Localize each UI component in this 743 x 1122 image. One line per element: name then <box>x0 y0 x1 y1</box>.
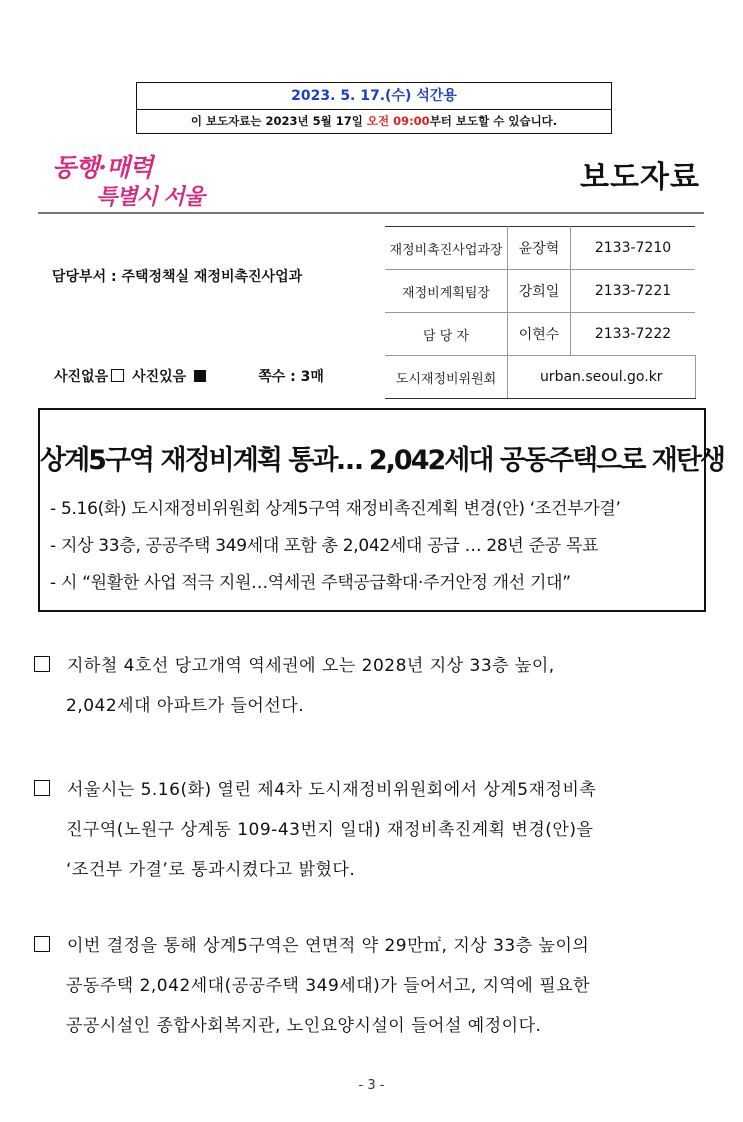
paragraph-line: 지하철 4호선 당고개역 역세권에 오는 2028년 지상 33층 높이, <box>67 656 555 676</box>
summary-bullet: - 시 “원활한 사업 적극 지원…역세권 주택공급확대·주거안정 개선 기대” <box>50 573 571 593</box>
contact-role: 도시재정비위원회 <box>385 356 508 399</box>
summary-bullet: - 5.16(화) 도시재정비위원회 상계5구역 재정비촉진계획 변경(안) ‘조건부가결’ <box>50 499 621 519</box>
summary-bullet: - 지상 33층, 공공주택 349세대 포함 총 2,042세대 공급 … 28년 준공 목표 <box>50 536 599 556</box>
contact-role: 담 당 자 <box>385 313 508 356</box>
department-info: 담당부서 : 주택정책실 재정비촉진사업과 <box>52 269 303 285</box>
committee-website: urban.seoul.go.kr <box>508 356 696 399</box>
document-type-title: 보도자료 <box>580 160 700 195</box>
page-count: 쪽수 : 3매 <box>258 369 324 385</box>
embargo-time: 오전 09:00 <box>366 114 430 128</box>
checkbox-filled-icon <box>194 370 206 382</box>
embargo-notice <box>137 109 611 133</box>
contact-phone: 2133-7221 <box>571 270 696 313</box>
contact-name: 이현수 <box>508 313 571 356</box>
contact-phone: 2133-7210 <box>571 227 696 270</box>
paragraph-line: 공동주택 2,042세대(공공주택 349세대)가 들어서고, 지역에 필요한 <box>66 976 591 996</box>
contact-phone: 2133-7222 <box>571 313 696 356</box>
contact-role: 재정비촉진사업과장 <box>385 227 508 270</box>
headline: 상계5구역 재정비계획 통과… 2,042세대 공동주택으로 재탄생 <box>40 445 724 476</box>
photo-info <box>54 366 324 386</box>
body-paragraph <box>34 646 714 726</box>
contact-row <box>385 356 695 399</box>
checkbox-empty-icon <box>111 369 124 382</box>
paragraph-line: ‘조건부 가결’로 통과시켰다고 밝혔다. <box>66 860 356 880</box>
seoul-logo <box>44 148 204 212</box>
paragraph-line: 이번 결정을 통해 상계5구역은 연면적 약 29만㎡, 지상 33층 높이의 <box>67 936 590 956</box>
contact-row <box>385 313 695 356</box>
embargo-notice-post: 부터 보도할 수 있습니다. <box>429 114 558 128</box>
embargo-box <box>136 82 612 134</box>
logo-line1: 동행·매력 <box>52 153 153 182</box>
contact-row <box>385 227 695 270</box>
contact-name: 윤장혁 <box>508 227 571 270</box>
header-divider <box>38 212 704 214</box>
embargo-notice-pre: 이 보도자료는 2023년 5월 17일 <box>190 114 367 128</box>
body-paragraph <box>34 926 714 1046</box>
contact-role: 재정비계획팀장 <box>385 270 508 313</box>
photo-none-label: 사진없음 <box>54 369 109 385</box>
paragraph-line: 2,042세대 아파트가 들어선다. <box>66 696 305 716</box>
square-bullet-icon <box>34 656 50 672</box>
paragraph-line: 진구역(노원구 상계동 109-43번지 일대) 재정비촉진계획 변경(안)을 <box>66 820 594 840</box>
contact-row <box>385 270 695 313</box>
paragraph-line: 공공시설인 종합사회복지관, 노인요양시설이 들어설 예정이다. <box>66 1016 542 1036</box>
contact-table <box>385 226 696 399</box>
square-bullet-icon <box>34 780 50 796</box>
headline-box <box>38 408 724 612</box>
square-bullet-icon <box>34 936 50 952</box>
paragraph-line: 서울시는 5.16(화) 열린 제4차 도시재정비위원회에서 상계5재정비촉 <box>67 780 597 800</box>
page-number: - 3 - <box>358 1078 385 1093</box>
photo-have-label: 사진있음 <box>132 369 187 385</box>
contact-name: 강희일 <box>508 270 571 313</box>
release-date: 2023. 5. 17.(수) 석간용 <box>137 83 611 110</box>
logo-line2: 특별시 서울 <box>96 184 204 210</box>
body-paragraph <box>34 770 714 890</box>
